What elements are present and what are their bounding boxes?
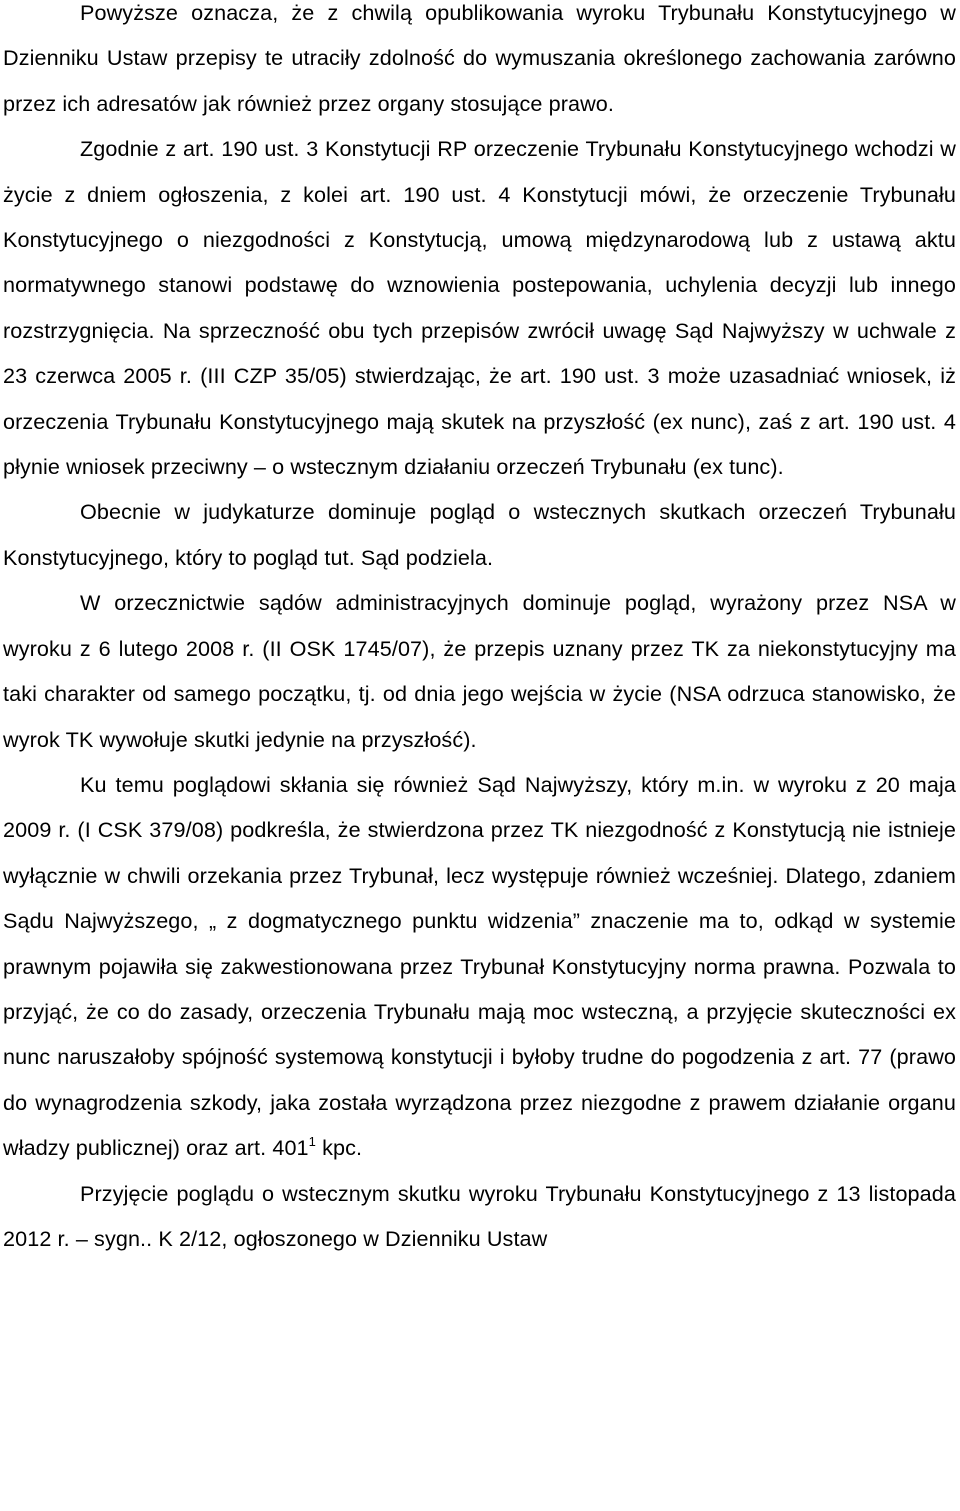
- paragraph-6: Przyjęcie poglądu o wstecznym skutku wyroku Trybunału Konstytucyjnego z 13 listopada 2012 r. – sygn.. K 2/12, ogłoszonego w Dzienniku Ustaw: [3, 1180, 956, 1251]
- paragraph-5-text: Ku temu poglądowi skłania się również Sąd Najwyższy, który m.in. w wyroku z 20 maja 2009 r. (I CSK 379/08) podkreśla, że stwierdzona przez TK niezgodność z Konstytucją nie istnieje wyłącznie w chwili orzekania przez Trybunał, lecz występuje również wcześniej. Dlatego, zdaniem Sądu Najwyższego, „ z dogmatycznego punktu widzenia” znaczenie ma to, odkąd w systemie prawnym pojawiła się zakwestionowana przez Trybunał Konstytucyjny norma prawna. Pozwala to przyjąć, że co do zasady, orzeczenia Trybunału mają moc wsteczną, a przyjęcie skuteczności ex nunc naruszałoby spójność systemową konstytucji i byłoby trudne do pogodzenia z art. 77 (prawo do wynagrodzenia szkody, jaka została wyrządzona przez niezgodne z prawem działanie organu władzy publicznej) oraz art. 401: [3, 771, 956, 1161]
- paragraph-5-tail: kpc.: [316, 1135, 363, 1161]
- article-superscript: 1: [308, 1134, 317, 1150]
- paragraph-5: [3, 762, 956, 1171]
- document-page: [3, 0, 956, 1261]
- paragraph-1: Powyższe oznacza, że z chwilą opublikowania wyroku Trybunału Konstytucyjnego w Dzienniku Ustaw przepisy te utraciły zdolność do wymuszania określonego zachowania zarówno przez ich adresatów jak również przez organy stosujące prawo.: [3, 0, 956, 116]
- paragraph-2: Zgodnie z art. 190 ust. 3 Konstytucji RP orzeczenie Trybunału Konstytucyjnego wchodzi w życie z dniem ogłoszenia, z kolei art. 190 ust. 4 Konstytucji mówi, że orzeczenie Trybunału Konstytucyjnego o niezgodności z Konstytucją, umową międzynarodową lub z ustawą aktu normatywnego stanowi podstawę do wznowienia postepowania, uchylenia decyzji lub innego rozstrzygnięcia. Na sprzeczność obu tych przepisów zwrócił uwagę Sąd Najwyższy w uchwale z 23 czerwca 2005 r. (III CZP 35/05) stwierdzając, że art. 190 ust. 3 może uzasadniać wniosek, iż orzeczenia Trybunału Konstytucyjnego mają skutek na przyszłość (ex nunc), zaś z art. 190 ust. 4 płynie wniosek przeciwny – o wstecznym działaniu orzeczeń Trybunału (ex tunc).: [3, 136, 956, 480]
- paragraph-4: W orzecznictwie sądów administracyjnych dominuje pogląd, wyrażony przez NSA w wyroku z 6 lutego 2008 r. (II OSK 1745/07), że przepis uznany przez TK za niekonstytucyjny ma taki charakter od samego początku, tj. od dnia jego wejścia w życie (NSA odrzuca stanowisko, że wyrok TK wywołuje skutki jedynie na przyszłość).: [3, 590, 956, 752]
- paragraph-3: Obecnie w judykaturze dominuje pogląd o wstecznych skutkach orzeczeń Trybunału Konstytucyjnego, który to pogląd tut. Sąd podziela.: [3, 499, 956, 570]
